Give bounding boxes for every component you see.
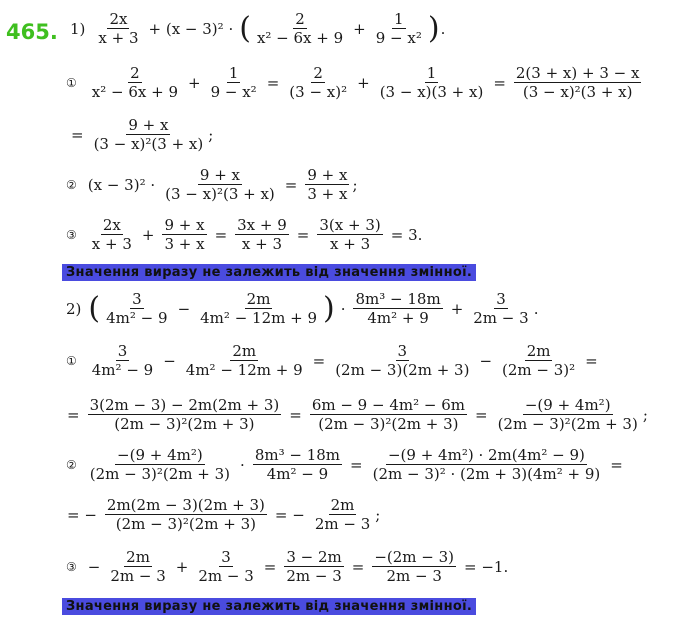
part2-step1: ① $\frac{3}{\text{4m² − 9}}$ − $\frac{2m}{\text{4m² − 12m + 9}}$ = $\frac{3}{(2m - 3)(2m + 3)}$ − $\frac{2m}{\text{(2m − 3)²}}$ = (66, 342, 598, 379)
fraction: $\frac{\text{−(9 + 4m²)}}{\text{(2m − 3)²(2m + 3)}}$ (497, 396, 638, 433)
fraction: $\frac{\text{−(9 + 4m²) · 2m(4m² − 9)}}{\text{(2m − 3)² · (2m + 3)(4m² + 9)}}$ (372, 446, 601, 483)
fraction: $\frac{\text{8m³ − 18m}}{\text{4m² − 9}}$ (254, 446, 341, 483)
fraction: $\frac{3}{(2m - 3)(2m + 3)}$ (335, 342, 470, 379)
fraction: $\frac{2}{\text{x² − 6x + 9}}$ (256, 10, 344, 47)
fraction: $\frac{2m(2m - 3)(2m + 3)}{\text{(2m − 3)²(2m + 3)}}$ (106, 496, 265, 533)
fraction: $\frac{9 + x}{3 + x}$ (164, 216, 205, 253)
fraction: $\frac{3(x + 3)}{x + 3}$ (319, 216, 381, 253)
part1-task: 1) $\frac{2x}{x + 3}$ + (x − 3)² · ( $\frac{2}{\text{x² − 6x + 9}}$ + $\frac{1}{\text{9 − x²}}$ ) . (70, 10, 446, 47)
part1-label: 1) (70, 19, 86, 38)
fraction: $\frac{2x}{x + 3}$ (98, 10, 139, 47)
fraction: $\frac{2m}{\text{4m² − 12m + 9}}$ (185, 342, 303, 379)
fraction: $\frac{2m}{2m - 3}$ (110, 548, 166, 585)
part2-conclusion: Значення виразу не залежить від значення змінної. (62, 598, 476, 615)
part1-step3: ③ $\frac{2x}{x + 3}$ + $\frac{9 + x}{3 + x}$ = $\frac{3x + 9}{x + 3}$ = $\frac{3(x + 3)}{x + 3}$ = 3. (66, 216, 423, 253)
fraction: $\frac{3}{\text{4m² − 9}}$ (91, 342, 154, 379)
fraction: $\frac{3}{2m - 3}$ (198, 548, 254, 585)
part1-step2: ② (x − 3)² · $\frac{9 + x}{\text{(3 − x)²(3 + x)}}$ = $\frac{9 + x}{3 + x}$ ; (66, 166, 358, 203)
fraction: $\frac{2m}{\text{(2m − 3)²}}$ (502, 342, 576, 379)
part2-label: 2) (66, 299, 82, 318)
fraction: $\frac{3(2m - 3) - 2m(2m + 3)}{\text{(2m − 3)²(2m + 3)}}$ (89, 396, 280, 433)
fraction: $\frac{2m}{2m - 3}$ (314, 496, 371, 533)
part2-step2: ② $\frac{\text{−(9 + 4m²)}}{\text{(2m − 3)²(2m + 3)}}$ · $\frac{\text{8m³ − 18m}}{\text{4m² − 9}}$ = $\frac{\text{−(9 + 4m²) · 2m(4m² − 9)}}{\text{(2m − 3)² · (2m + 3)(4m² + 9)}}$ = (66, 446, 623, 483)
fraction: $\frac{9 + x}{\text{(3 − x)²(3 + x)}}$ (93, 116, 204, 153)
fraction: $\frac{3}{2m - 3}$ (473, 290, 529, 327)
fraction: $\frac{\text{−(9 + 4m²)}}{\text{(2m − 3)²(2m + 3)}}$ (89, 446, 231, 483)
fraction: $\frac{2x}{x + 3}$ (91, 216, 132, 253)
fraction: $\frac{-(2m - 3)}{2m - 3}$ (374, 548, 455, 585)
part2-step3: ③ − $\frac{2m}{2m - 3}$ + $\frac{3}{2m - 3}$ = $\frac{3 - 2m}{2m - 3}$ = $\frac{-(2m - 3)}{2m - 3}$ = −1. (66, 548, 509, 585)
part2-step2-cont: = − $\frac{2m(2m - 3)(2m + 3)}{\text{(2m − 3)²(2m + 3)}}$ = − $\frac{2m}{2m - 3}$ ; (67, 496, 381, 533)
part2-task: 2) ( $\frac{3}{\text{4m² − 9}}$ − $\frac{2m}{\text{4m² − 12m + 9}}$ ) · $\frac{\text{8m³ − 18m}}{\text{4m² + 9}}$ + $\frac{3}{2m - 3}$ . (66, 290, 539, 327)
fraction: $\frac{2}{\text{x² − 6x + 9}}$ (91, 64, 178, 101)
fraction: $\frac{9 + x}{\text{(3 − x)²(3 + x)}}$ (165, 166, 275, 203)
fraction: $\frac{2m}{\text{4m² − 12m + 9}}$ (200, 290, 317, 327)
part1-step1-cont: = $\frac{9 + x}{\text{(3 − x)²(3 + x)}}$ ; (71, 116, 214, 153)
fraction: $\frac{2}{\text{(3 − x)²}}$ (289, 64, 348, 101)
fraction: $\frac{1}{\text{9 − x²}}$ (375, 10, 422, 47)
exercise-number: 465. (6, 20, 58, 44)
part1-step1: ① $\frac{2}{\text{x² − 6x + 9}}$ + $\frac{1}{\text{9 − x²}}$ = $\frac{2}{\text{(3 − x)²}}$ + $\frac{1}{(3 - x)(3 + x)}$ = $\frac{2(3 + x) + 3 - x}{\text{(3 − x)²(3 + x)}}$ (66, 64, 640, 101)
fraction: $\frac{\text{8m³ − 18m}}{\text{4m² + 9}}$ (355, 290, 441, 327)
part2-step1-cont: = $\frac{3(2m - 3) - 2m(2m + 3)}{\text{(2m − 3)²(2m + 3)}}$ = $\frac{\text{6m − 9 − 4m² − 6m}}{\text{(2m − 3)²(2m + 3)}}$ = $\frac{\text{−(9 + 4m²)}}{\text{(2m − 3)²(2m + 3)}}$ ; (67, 396, 648, 433)
fraction: $\frac{3x + 9}{x + 3}$ (237, 216, 287, 253)
fraction: $\frac{9 + x}{3 + x}$ (307, 166, 348, 203)
fraction: $\frac{1}{(3 - x)(3 + x)}$ (379, 64, 484, 101)
fraction: $\frac{3}{\text{4m² − 9}}$ (106, 290, 168, 327)
fraction: $\frac{2(3 + x) + 3 - x}{\text{(3 − x)²(3 + x)}}$ (515, 64, 640, 101)
fraction: $\frac{1}{\text{9 − x²}}$ (210, 64, 257, 101)
part1-conclusion: Значення виразу не залежить від значення змінної. (62, 264, 476, 281)
fraction: $\frac{\text{6m − 9 − 4m² − 6m}}{\text{(2m − 3)²(2m + 3)}}$ (311, 396, 465, 433)
fraction: $\frac{3 - 2m}{2m - 3}$ (286, 548, 342, 585)
